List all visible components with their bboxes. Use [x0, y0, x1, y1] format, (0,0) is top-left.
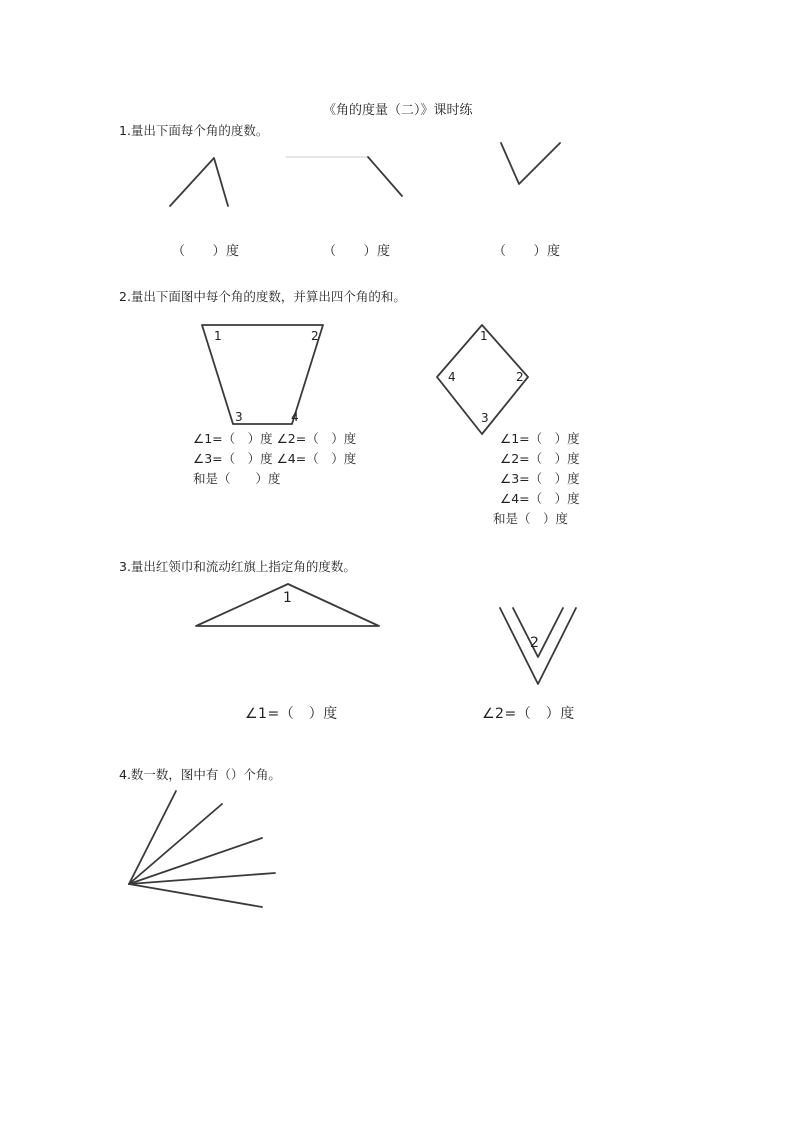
q1-angle-1 — [170, 158, 228, 206]
trap-line-2: ∠3=（ ）度 ∠4=（ ）度 — [193, 451, 357, 466]
q3-answer-2: ∠2=（ ）度 — [482, 706, 575, 722]
question-4-text: 4.数一数，图中有（）个角。 — [119, 767, 281, 782]
question-3-text: 3.量出红领巾和流动红旗上指定角的度数。 — [119, 559, 356, 574]
trap-line-1: ∠1=（ ）度 ∠2=（ ）度 — [193, 431, 357, 446]
q1-angle-2 — [286, 157, 402, 196]
flag-angle-label: 2 — [530, 635, 539, 651]
scarf-angle-label: 1 — [283, 590, 292, 606]
q4-rays — [129, 791, 275, 907]
q3-answer-1: ∠1=（ ）度 — [245, 706, 338, 722]
trap-label-4: 4 — [291, 410, 299, 424]
q1-answer-3: （ ）度 — [493, 244, 561, 259]
q1-answer-1: （ ）度 — [172, 244, 240, 259]
diamond-label-4: 4 — [448, 370, 456, 384]
question-2-text: 2.量出下面图中每个角的度数，并算出四个角的和。 — [119, 289, 406, 304]
trap-label-1: 1 — [214, 329, 222, 343]
page-title: 《角的度量（二）》课时练 — [323, 103, 473, 118]
diamond-line-2: ∠2=（ ）度 — [500, 451, 580, 466]
diamond-line-4: ∠4=（ ）度 — [500, 491, 580, 506]
q1-angle-3 — [501, 143, 560, 184]
trap-label-3: 3 — [235, 410, 243, 424]
diamond-label-1: 1 — [480, 329, 488, 343]
trap-label-2: 2 — [311, 329, 319, 343]
diamond-line-1: ∠1=（ ）度 — [500, 431, 580, 446]
diamond-label-2: 2 — [516, 370, 524, 384]
question-1-text: 1.量出下面每个角的度数。 — [119, 123, 269, 138]
q1-answer-2: （ ）度 — [323, 244, 391, 259]
trap-line-3: 和是（ ）度 — [193, 471, 281, 486]
diamond-line-3: ∠3=（ ）度 — [500, 471, 580, 486]
diamond-line-5: 和是（ ）度 — [493, 511, 569, 526]
diamond-label-3: 3 — [481, 411, 489, 425]
